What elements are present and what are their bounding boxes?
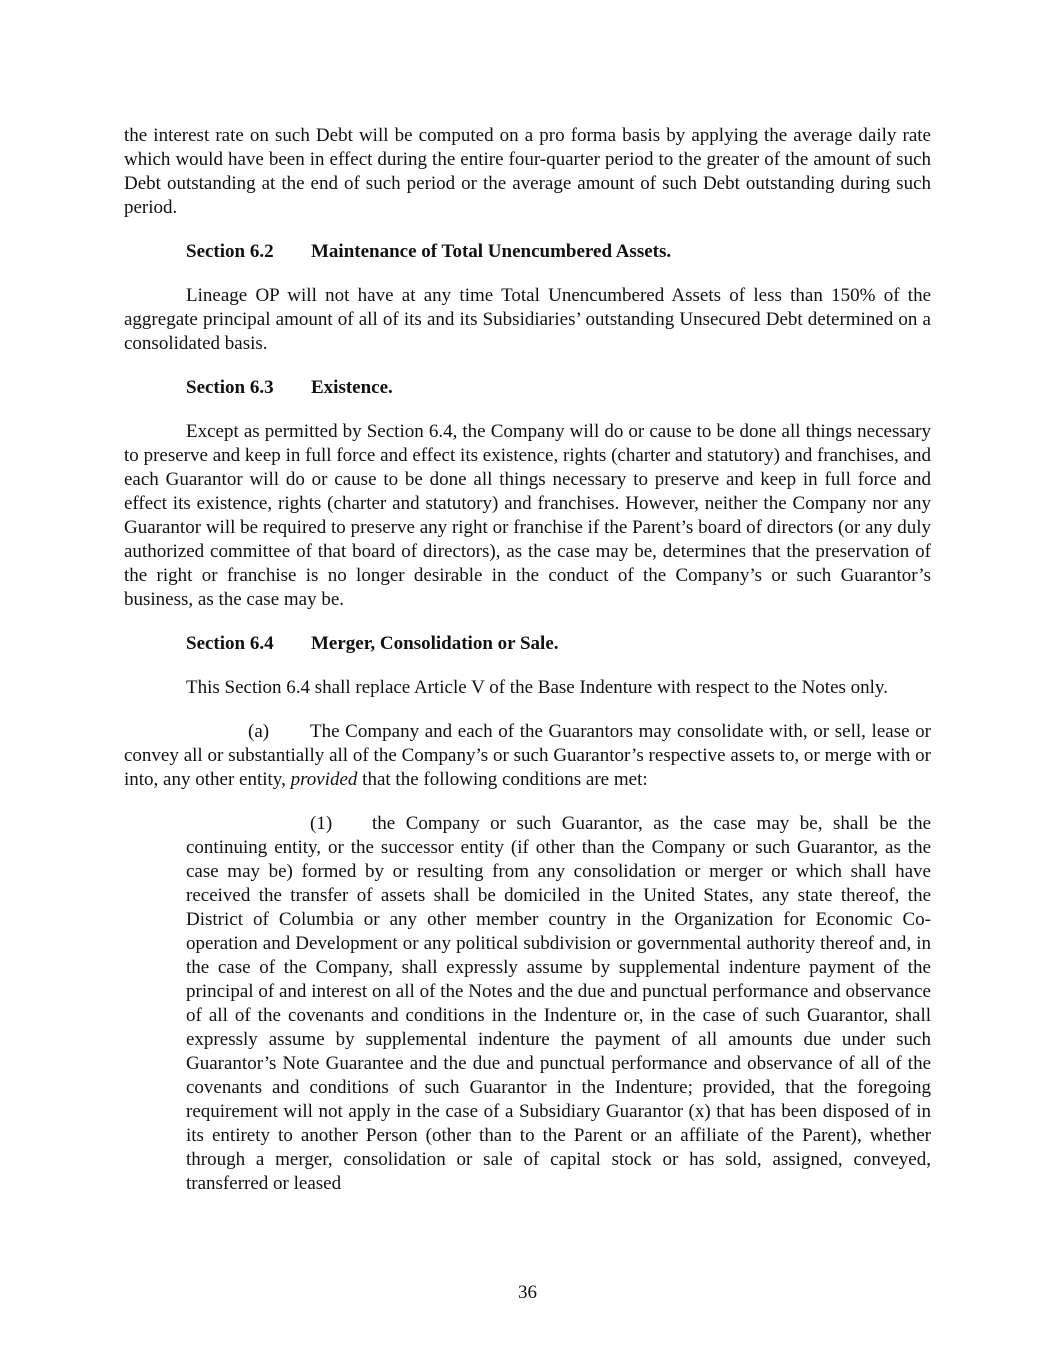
document-page bbox=[124, 124, 931, 1216]
clause-a-1-text: the Company or such Guarantor, as the case may be, shall be the continuing entity, or the successor entity (if other than the Company or such Guarantor, as the case may be) formed by or resulting from any consolidation or merger or which shall have received the transfer of assets shall be domiciled in the United States, any state thereof, the District of Columbia or any other member country in the Organization for Economic Co-operation and Development or any political subdivision or governmental authority thereof and, in the case of the Company, shall expressly assume by supplemental indenture payment of the principal of and interest on all of the Notes and the due and punctual performance and observance of all of the covenants and conditions in the Indenture or, in the case of such Guarantor, shall expressly assume by supplemental indenture the payment of all amounts due under such Guarantor’s Note Guarantee and the due and punctual performance and observance of all of the covenants and conditions of such Guarantor in the Indenture; provided, that the foregoing requirement will not apply in the case of a Subsidiary Guarantor (x) that has been disposed of in its entirety to another Person (other than to the Parent or an affiliate of the Parent), whether through a merger, consolidation or sale of capital stock or has sold, assigned, conveyed, transferred or leased bbox=[186, 813, 931, 1194]
clause-a-marker: (a) bbox=[248, 721, 270, 742]
intro-paragraph: the interest rate on such Debt will be computed on a pro forma basis by applying the average daily rate which would have been in effect during the entire four-quarter period to the greater of the amount of such Debt outstanding at the end of such period or the average amount of such Debt outstanding during such period. bbox=[124, 125, 931, 218]
clause-a-text-2: that the following conditions are met: bbox=[362, 769, 648, 790]
section-6-2-body: Lineage OP will not have at any time Total Unencumbered Assets of less than 150% of the aggregate principal amount of all of its and its Subsidiaries’ outstanding Unsecured Debt determined on a consolidated basis. bbox=[124, 285, 931, 354]
section-number: Section 6.3 bbox=[186, 377, 274, 398]
section-6-3-body: Except as permitted by Section 6.4, the Company will do or cause to be done all things necessary to preserve and keep in full force and effect its existence, rights (charter and statutory) and franchises, and each Guarantor will do or cause to be done all things necessary to preserve and keep in full force and effect its existence, rights (charter and statutory) and franchises. However, neither the Company nor any Guarantor will be required to preserve any right or franchise if the Parent’s board of directors (or any duly authorized committee of that board of directors), as the case may be, determines that the preservation of the right or franchise is no longer desirable in the conduct of the Company’s or such Guarantor’s business, as the case may be. bbox=[124, 421, 931, 610]
clause-a-1 bbox=[186, 812, 931, 1196]
page-number: 36 bbox=[518, 1282, 537, 1303]
clause-a bbox=[124, 720, 931, 792]
section-title: Merger, Consolidation or Sale. bbox=[311, 633, 559, 654]
section-6-3-heading bbox=[186, 376, 931, 400]
section-6-4-intro: This Section 6.4 shall replace Article V of the Base Indenture with respect to the Notes only. bbox=[186, 677, 888, 698]
section-title: Existence. bbox=[311, 377, 393, 398]
section-number: Section 6.2 bbox=[186, 241, 274, 262]
section-6-4-heading bbox=[186, 632, 931, 656]
clause-a-italic: provided bbox=[290, 769, 358, 790]
section-title: Maintenance of Total Unencumbered Assets. bbox=[311, 241, 672, 262]
section-number: Section 6.4 bbox=[186, 633, 274, 654]
clause-a-1-marker: (1) bbox=[310, 813, 333, 834]
clause-a-text-1: The Company and each of the Guarantors may consolidate with, or sell, lease or convey all or substantially all of the Company’s or such Guarantor’s respective assets to, or merge with or into, any other entity, bbox=[124, 721, 931, 790]
section-6-2-heading bbox=[186, 240, 931, 264]
